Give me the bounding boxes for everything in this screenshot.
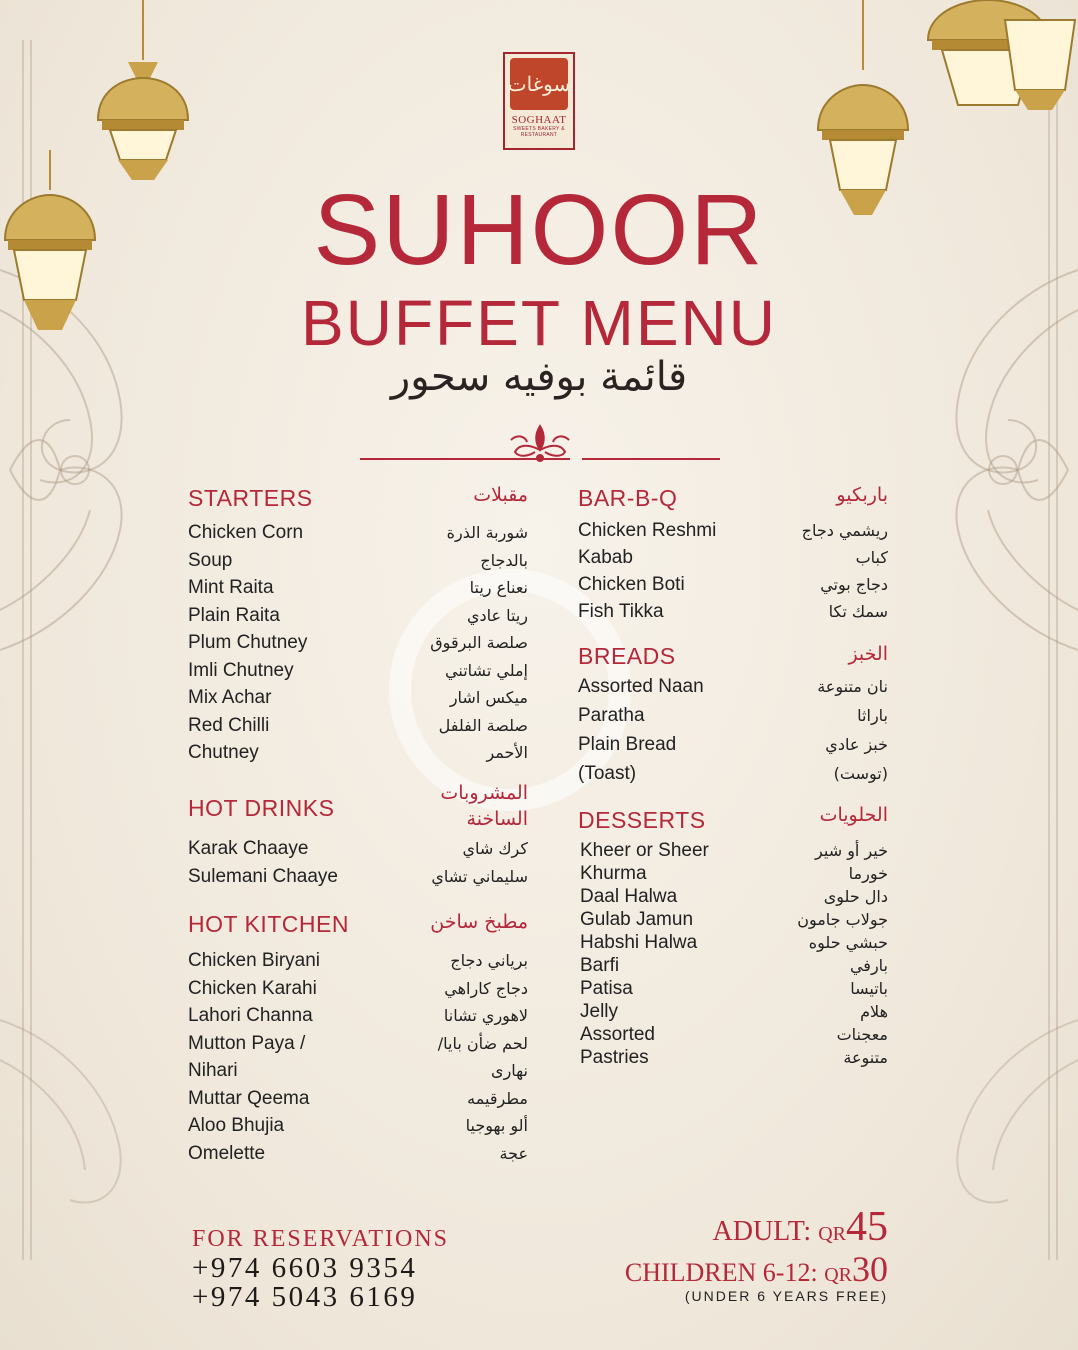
adult-price [713, 1203, 888, 1251]
menu-item-starters: Soup [188, 549, 233, 571]
menu-item-desserts: Khurma [580, 863, 647, 884]
menu-item-breads: Paratha [578, 705, 645, 726]
menu-item-desserts: Patisa [580, 978, 633, 999]
menu-item-arabic-breads: باراثا [857, 706, 888, 725]
section-title-starters: STARTERS [188, 485, 313, 511]
section-title-desserts: DESSERTS [578, 807, 706, 833]
menu-item-arabic-starters: ميكس اشار [449, 688, 528, 707]
menu-item-desserts: Gulab Jamun [580, 909, 694, 930]
menu-item-desserts: Pastries [580, 1047, 649, 1068]
menu-item-desserts: Kheer or Sheer [580, 840, 709, 861]
menu-item-starters: Mint Raita [188, 577, 274, 598]
menu-item-arabic-desserts: خورما [848, 864, 888, 883]
phone-number-2[interactable]: +974 5043 6169 [192, 1281, 418, 1313]
phone-number-1[interactable]: +974 6603 9354 [192, 1252, 418, 1284]
reservations-label: FOR RESERVATIONS [192, 1226, 450, 1252]
menu-item-arabic-desserts: خير أو شير [815, 841, 888, 860]
logo-badge: سوغات [510, 58, 568, 110]
menu-item-arabic-starters: الأحمر [486, 743, 528, 762]
logo-name: SOGHAAT [511, 114, 567, 126]
page-subtitle: BUFFET MENU [301, 287, 777, 359]
menu-item-arabic-hot-kitchen: لاهوري تشانا [443, 1006, 528, 1025]
children-price-label: CHILDREN 6-12: [624, 1258, 825, 1287]
menu-item-barbq: Kabab [578, 547, 633, 568]
menu-item-arabic-starters: شوربة الذرة [446, 523, 528, 542]
menu-item-hot-kitchen: Aloo Bhujia [188, 1115, 285, 1136]
soghaat-logo [503, 52, 575, 150]
menu-item-barbq: Chicken Boti [578, 574, 685, 595]
menu-item-arabic-barbq: ريشمي دجاج [801, 521, 888, 540]
menu-item-arabic-starters: ريتا عادي [466, 605, 528, 625]
adult-price-amount: 45 [846, 1204, 888, 1250]
menu-item-arabic-desserts: معجنات [836, 1025, 888, 1044]
menu-item-arabic-hot-kitchen: نهارى [491, 1061, 528, 1080]
adult-price-currency: QR [818, 1223, 846, 1245]
menu-item-hot-kitchen: Mutton Paya / [188, 1032, 306, 1054]
menu-item-arabic-starters: نعناع ريتا [469, 578, 528, 597]
menu-item-arabic-hot-drinks: سليماني تشاي [431, 866, 528, 886]
menu-item-arabic-desserts: متنوعة [843, 1048, 888, 1067]
menu-item-arabic-hot-kitchen: دجاج كاراهي [444, 978, 528, 998]
menu-item-hot-kitchen: Omelette [188, 1142, 266, 1164]
menu-item-arabic-desserts: دال حلوى [823, 887, 888, 906]
menu-item-breads: Plain Bread [578, 734, 677, 755]
menu-item-hot-drinks: Sulemani Chaaye [188, 865, 338, 887]
menu-item-arabic-hot-drinks: كرك شاي [462, 839, 528, 858]
menu-item-desserts: Daal Halwa [580, 886, 678, 907]
children-price-amount: 30 [852, 1249, 888, 1289]
menu-item-hot-kitchen: Muttar Qeema [188, 1087, 310, 1109]
section-title-breads-arabic: الخبز [848, 643, 888, 665]
children-price-currency: QR [824, 1264, 852, 1286]
menu-item-arabic-breads: خبز عادي [825, 735, 888, 754]
menu-item-arabic-desserts: بارفي [849, 956, 888, 975]
lamp-top-left-icon [88, 0, 198, 200]
section-title-hot-kitchen: HOT KITCHEN [188, 911, 349, 937]
menu-item-hot-kitchen: Lahori Channa [188, 1005, 313, 1026]
page-title: SUHOOR [313, 174, 765, 286]
section-title-barbq-arabic: باربكيو [836, 484, 888, 506]
section-title-barbq: BAR-B-Q [578, 485, 678, 511]
menu-item-starters: Chicken Corn [188, 522, 304, 543]
menu-item-arabic-barbq: كباب [855, 548, 888, 567]
menu-item-arabic-starters: صلصة الفلفل [438, 715, 528, 735]
menu-item-arabic-breads: (توست) [833, 764, 888, 783]
flourish-icon [509, 422, 571, 464]
menu-item-arabic-barbq: سمك تكا [828, 602, 888, 621]
section-title-hot-kitchen-arabic: مطبخ ساخن [430, 911, 528, 933]
menu-item-arabic-hot-kitchen: لحم ضأن بايا/ [437, 1033, 528, 1053]
menu-item-breads: Assorted Naan [578, 676, 704, 697]
bottom-left-ornament [0, 1000, 180, 1220]
menu-item-starters: Mix Achar [188, 687, 272, 708]
menu-item-arabic-desserts: حبشي حلوه [808, 933, 888, 952]
menu-item-hot-drinks: Karak Chaaye [188, 838, 309, 859]
menu-item-starters: Plum Chutney [188, 632, 308, 653]
menu-item-barbq: Chicken Reshmi [578, 520, 717, 541]
menu-item-arabic-starters: صلصة البرقوق [430, 633, 528, 652]
menu-item-desserts: Assorted [580, 1024, 655, 1045]
menu-item-starters: Plain Raita [188, 604, 280, 626]
menu-item-arabic-starters: بالدجاج [480, 550, 528, 570]
menu-item-arabic-hot-kitchen: برياني دجاج [450, 951, 528, 970]
section-title-hot-drinks: HOT DRINKS [188, 795, 335, 821]
logo-tagline: SWEETS BAKERY & RESTAURANT [513, 126, 565, 138]
menu-item-arabic-barbq: دجاج بوتي [820, 575, 888, 594]
adult-price-label: ADULT: [712, 1216, 819, 1247]
lamp-far-right-icon [1000, 0, 1078, 120]
pricing-note: (UNDER 6 YEARS FREE) [684, 1288, 888, 1304]
page-title-arabic: قائمة بوفيه سحور [390, 354, 688, 400]
menu-item-arabic-desserts: باتيسا [850, 979, 888, 998]
menu-item-hot-kitchen: Chicken Karahi [188, 977, 317, 999]
menu-item-starters: Imli Chutney [188, 659, 294, 681]
menu-item-arabic-hot-kitchen: ألو بهوجيا [465, 1116, 528, 1135]
menu-item-barbq: Fish Tikka [578, 601, 664, 622]
section-title-starters-arabic: مقبلات [473, 484, 528, 506]
section-title-breads: BREADS [578, 643, 676, 669]
menu-item-desserts: Barfi [580, 955, 620, 976]
menu-item-desserts: Jelly [580, 1001, 619, 1022]
section-title-hot-drinks-arabic: المشروبات الساخنة [440, 782, 528, 830]
menu-item-arabic-hot-kitchen: عجة [499, 1143, 528, 1163]
menu-item-arabic-breads: نان متنوعة [817, 677, 888, 696]
divider-right [582, 458, 720, 460]
bottom-right-ornament [898, 1000, 1078, 1220]
menu-item-hot-kitchen: Nihari [188, 1060, 238, 1081]
menu-item-arabic-hot-kitchen: مطرقيمه [467, 1088, 528, 1108]
menu-item-arabic-desserts: هلام [860, 1002, 888, 1021]
menu-item-hot-kitchen: Chicken Biryani [188, 950, 320, 971]
menu-item-starters: Chutney [188, 742, 259, 763]
menu-item-arabic-starters: إملي تشاتني [445, 660, 528, 680]
section-title-desserts-arabic: الحلويات [819, 804, 888, 826]
menu-item-desserts: Habshi Halwa [580, 932, 698, 953]
menu-item-arabic-desserts: جولاب جامون [797, 910, 888, 929]
menu-item-starters: Red Chilli [188, 714, 270, 736]
menu-item-breads: (Toast) [578, 763, 637, 784]
children-price [625, 1248, 888, 1290]
